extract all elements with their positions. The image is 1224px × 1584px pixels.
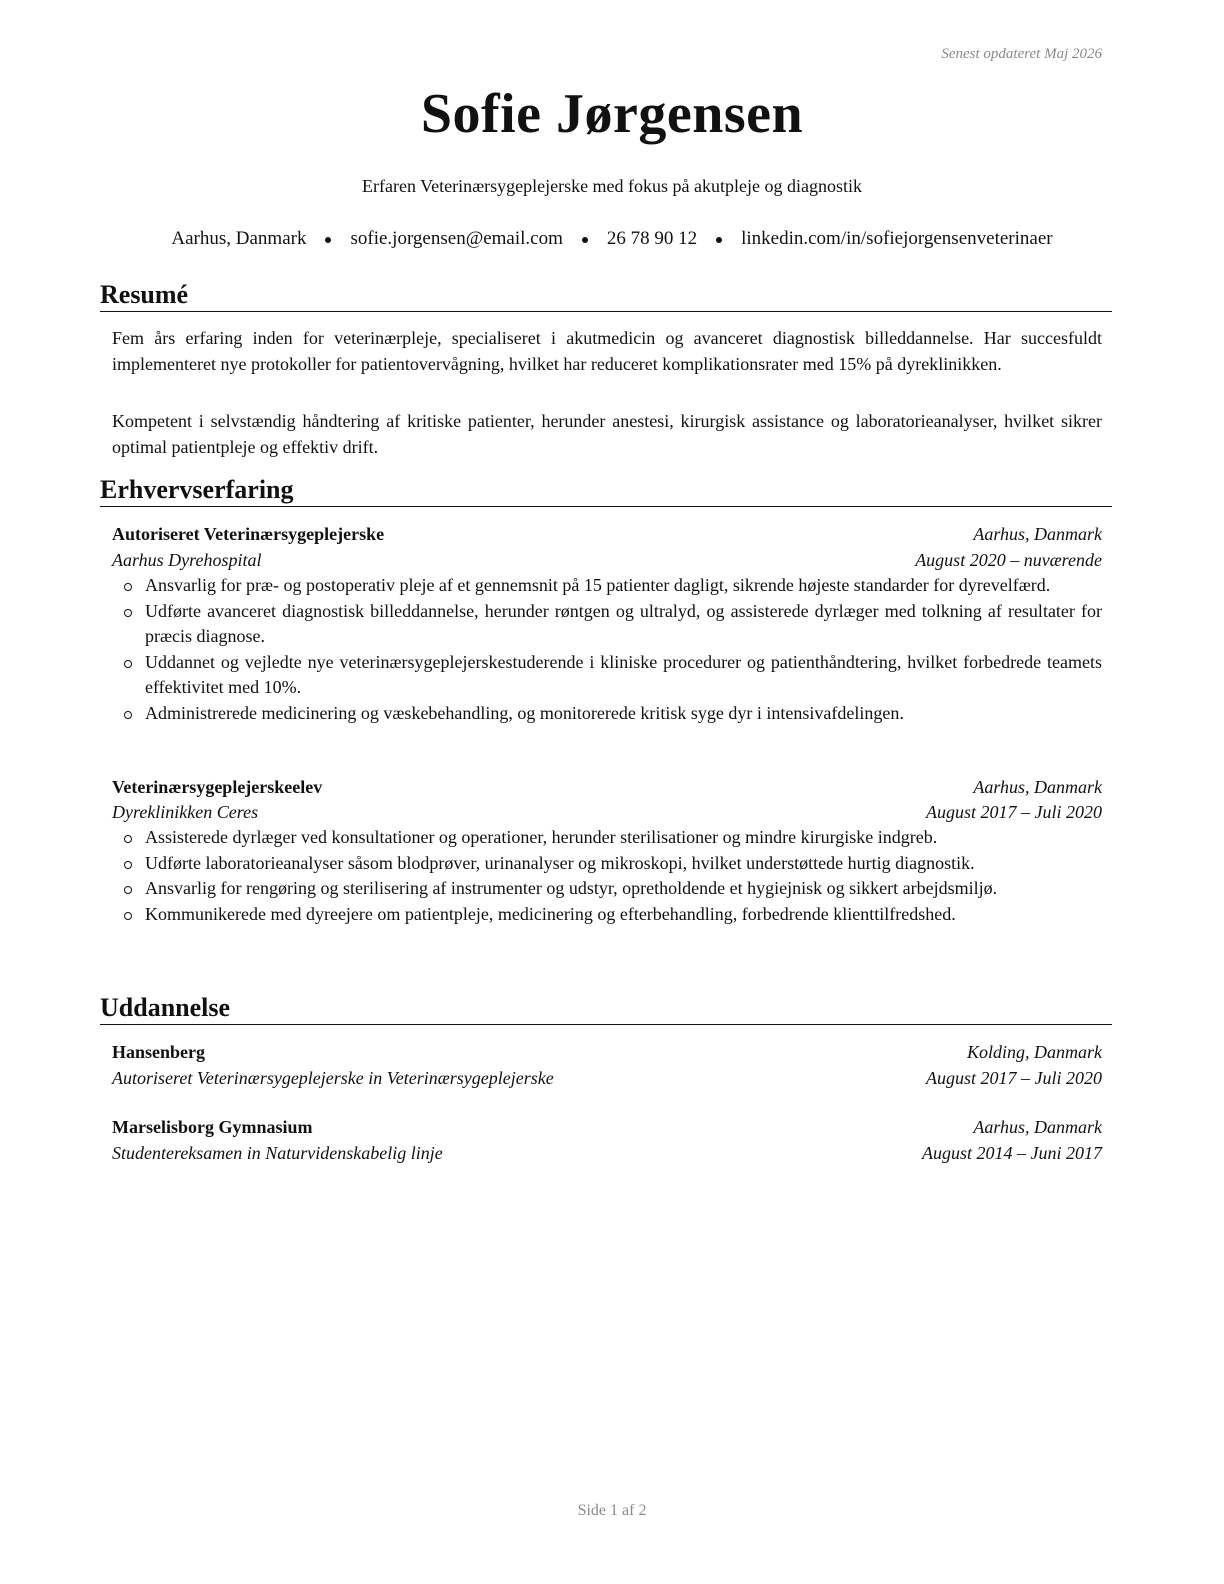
last-updated: Senest opdateret Maj 2026 [941, 46, 1102, 62]
job-bullets [112, 573, 1102, 726]
list-item: Administrerede medicinering og væskebehandling, og monitorerede kritisk syge dyr i intensivafdelingen. [112, 701, 1102, 727]
list-item: Udførte laboratorieanalyser såsom blodprøver, urinanalyser og mikroskopi, hvilket understøttede hurtig diagnostik. [112, 851, 1102, 877]
school-name: Hansenberg [112, 1042, 206, 1062]
job-dates: August 2017 – Juli 2020 [926, 802, 1102, 822]
education-dates: August 2014 – Juni 2017 [922, 1143, 1102, 1163]
job-location: Aarhus, Danmark [973, 777, 1102, 797]
resume-paragraph: Fem års erfaring inden for veterinærpleje, specialiseret i akutmedicin og avanceret diagnostisk billeddannelse. Har succesfuldt implementeret nye protokoller for patientovervågning, hvilket har reduceret komplikationsrater med 15% på dyreklinikken. [112, 328, 1102, 374]
contact-phone: 26 78 90 12 [606, 228, 698, 249]
job-subheader [112, 799, 1102, 825]
degree: Studentereksamen in Naturvidenskabelig linje [112, 1143, 443, 1163]
list-item: Kommunikerede med dyreejere om patientpleje, medicinering og efterbehandling, forbedrende klienttilfredshed. [112, 902, 1102, 928]
education-header [112, 1114, 1102, 1140]
list-item: Assisterede dyrlæger ved konsultationer og operationer, herunder sterilisationer og mindre kirurgiske indgreb. [112, 825, 1102, 851]
resume-paragraph: Kompetent i selvstændig håndtering af kritiske patienter, herunder anestesi, kirurgisk assistance og laboratorieanalyser, hvilket sikrer optimal patientpleje og effektiv drift. [112, 411, 1102, 457]
candidate-headline: Erfaren Veterinærsygeplejerske med fokus på akutpleje og diagnostik [361, 176, 863, 196]
bullet-separator-icon [325, 237, 331, 243]
section-title-education: Uddannelse [100, 993, 1112, 1025]
school-location: Kolding, Danmark [967, 1042, 1102, 1062]
school-location: Aarhus, Danmark [973, 1117, 1102, 1137]
page-number: Side 1 af 2 [577, 1502, 647, 1519]
candidate-name: Sofie Jørgensen [420, 83, 804, 145]
job-header [112, 774, 1102, 800]
job-role: Autoriseret Veterinærsygeplejerske [112, 524, 385, 544]
contact-line [0, 228, 1224, 250]
list-item: Ansvarlig for rengøring og sterilisering af instrumenter og udstyr, opretholdende et hygiejnisk og sikkert arbejdsmiljø. [112, 876, 1102, 902]
section-title-experience: Erhvervserfaring [100, 475, 1112, 507]
job-header [112, 521, 1102, 547]
job-employer: Dyreklinikken Ceres [112, 802, 259, 822]
degree: Autoriseret Veterinærsygeplejerske in Veterinærsygeplejerske [112, 1068, 554, 1088]
school-name: Marselisborg Gymnasium [112, 1117, 313, 1137]
education-header [112, 1039, 1102, 1065]
education-subheader [112, 1065, 1102, 1091]
contact-linkedin[interactable]: linkedin.com/in/sofiejorgensenveterinaer [741, 228, 1053, 249]
contact-location: Aarhus, Danmark [171, 228, 307, 249]
list-item: Ansvarlig for præ- og postoperativ pleje af et gennemsnit på 15 patienter dagligt, sikrende højeste standarder for dyrevelfærd. [112, 573, 1102, 599]
section-title-resume: Resumé [100, 280, 1112, 312]
contact-email[interactable]: sofie.jorgensen@email.com [350, 228, 563, 249]
education-dates: August 2017 – Juli 2020 [926, 1068, 1102, 1088]
bullet-separator-icon [582, 237, 588, 243]
job-location: Aarhus, Danmark [973, 524, 1102, 544]
job-subheader [112, 547, 1102, 573]
job-role: Veterinærsygeplejerskeelev [112, 777, 323, 797]
job-bullets [112, 825, 1102, 927]
education-subheader [112, 1140, 1102, 1166]
job-dates: August 2020 – nuværende [915, 550, 1102, 570]
bullet-separator-icon [716, 237, 722, 243]
list-item: Uddannet og vejledte nye veterinærsygeplejerskestuderende i kliniske procedurer og patienthåndtering, hvilket forbedrede teamets effektivitet med 10%. [112, 650, 1102, 701]
list-item: Udførte avanceret diagnostisk billeddannelse, herunder røntgen og ultralyd, og assisterede dyrlæger med tolkning af resultater for præcis diagnose. [112, 599, 1102, 650]
job-employer: Aarhus Dyrehospital [112, 550, 262, 570]
